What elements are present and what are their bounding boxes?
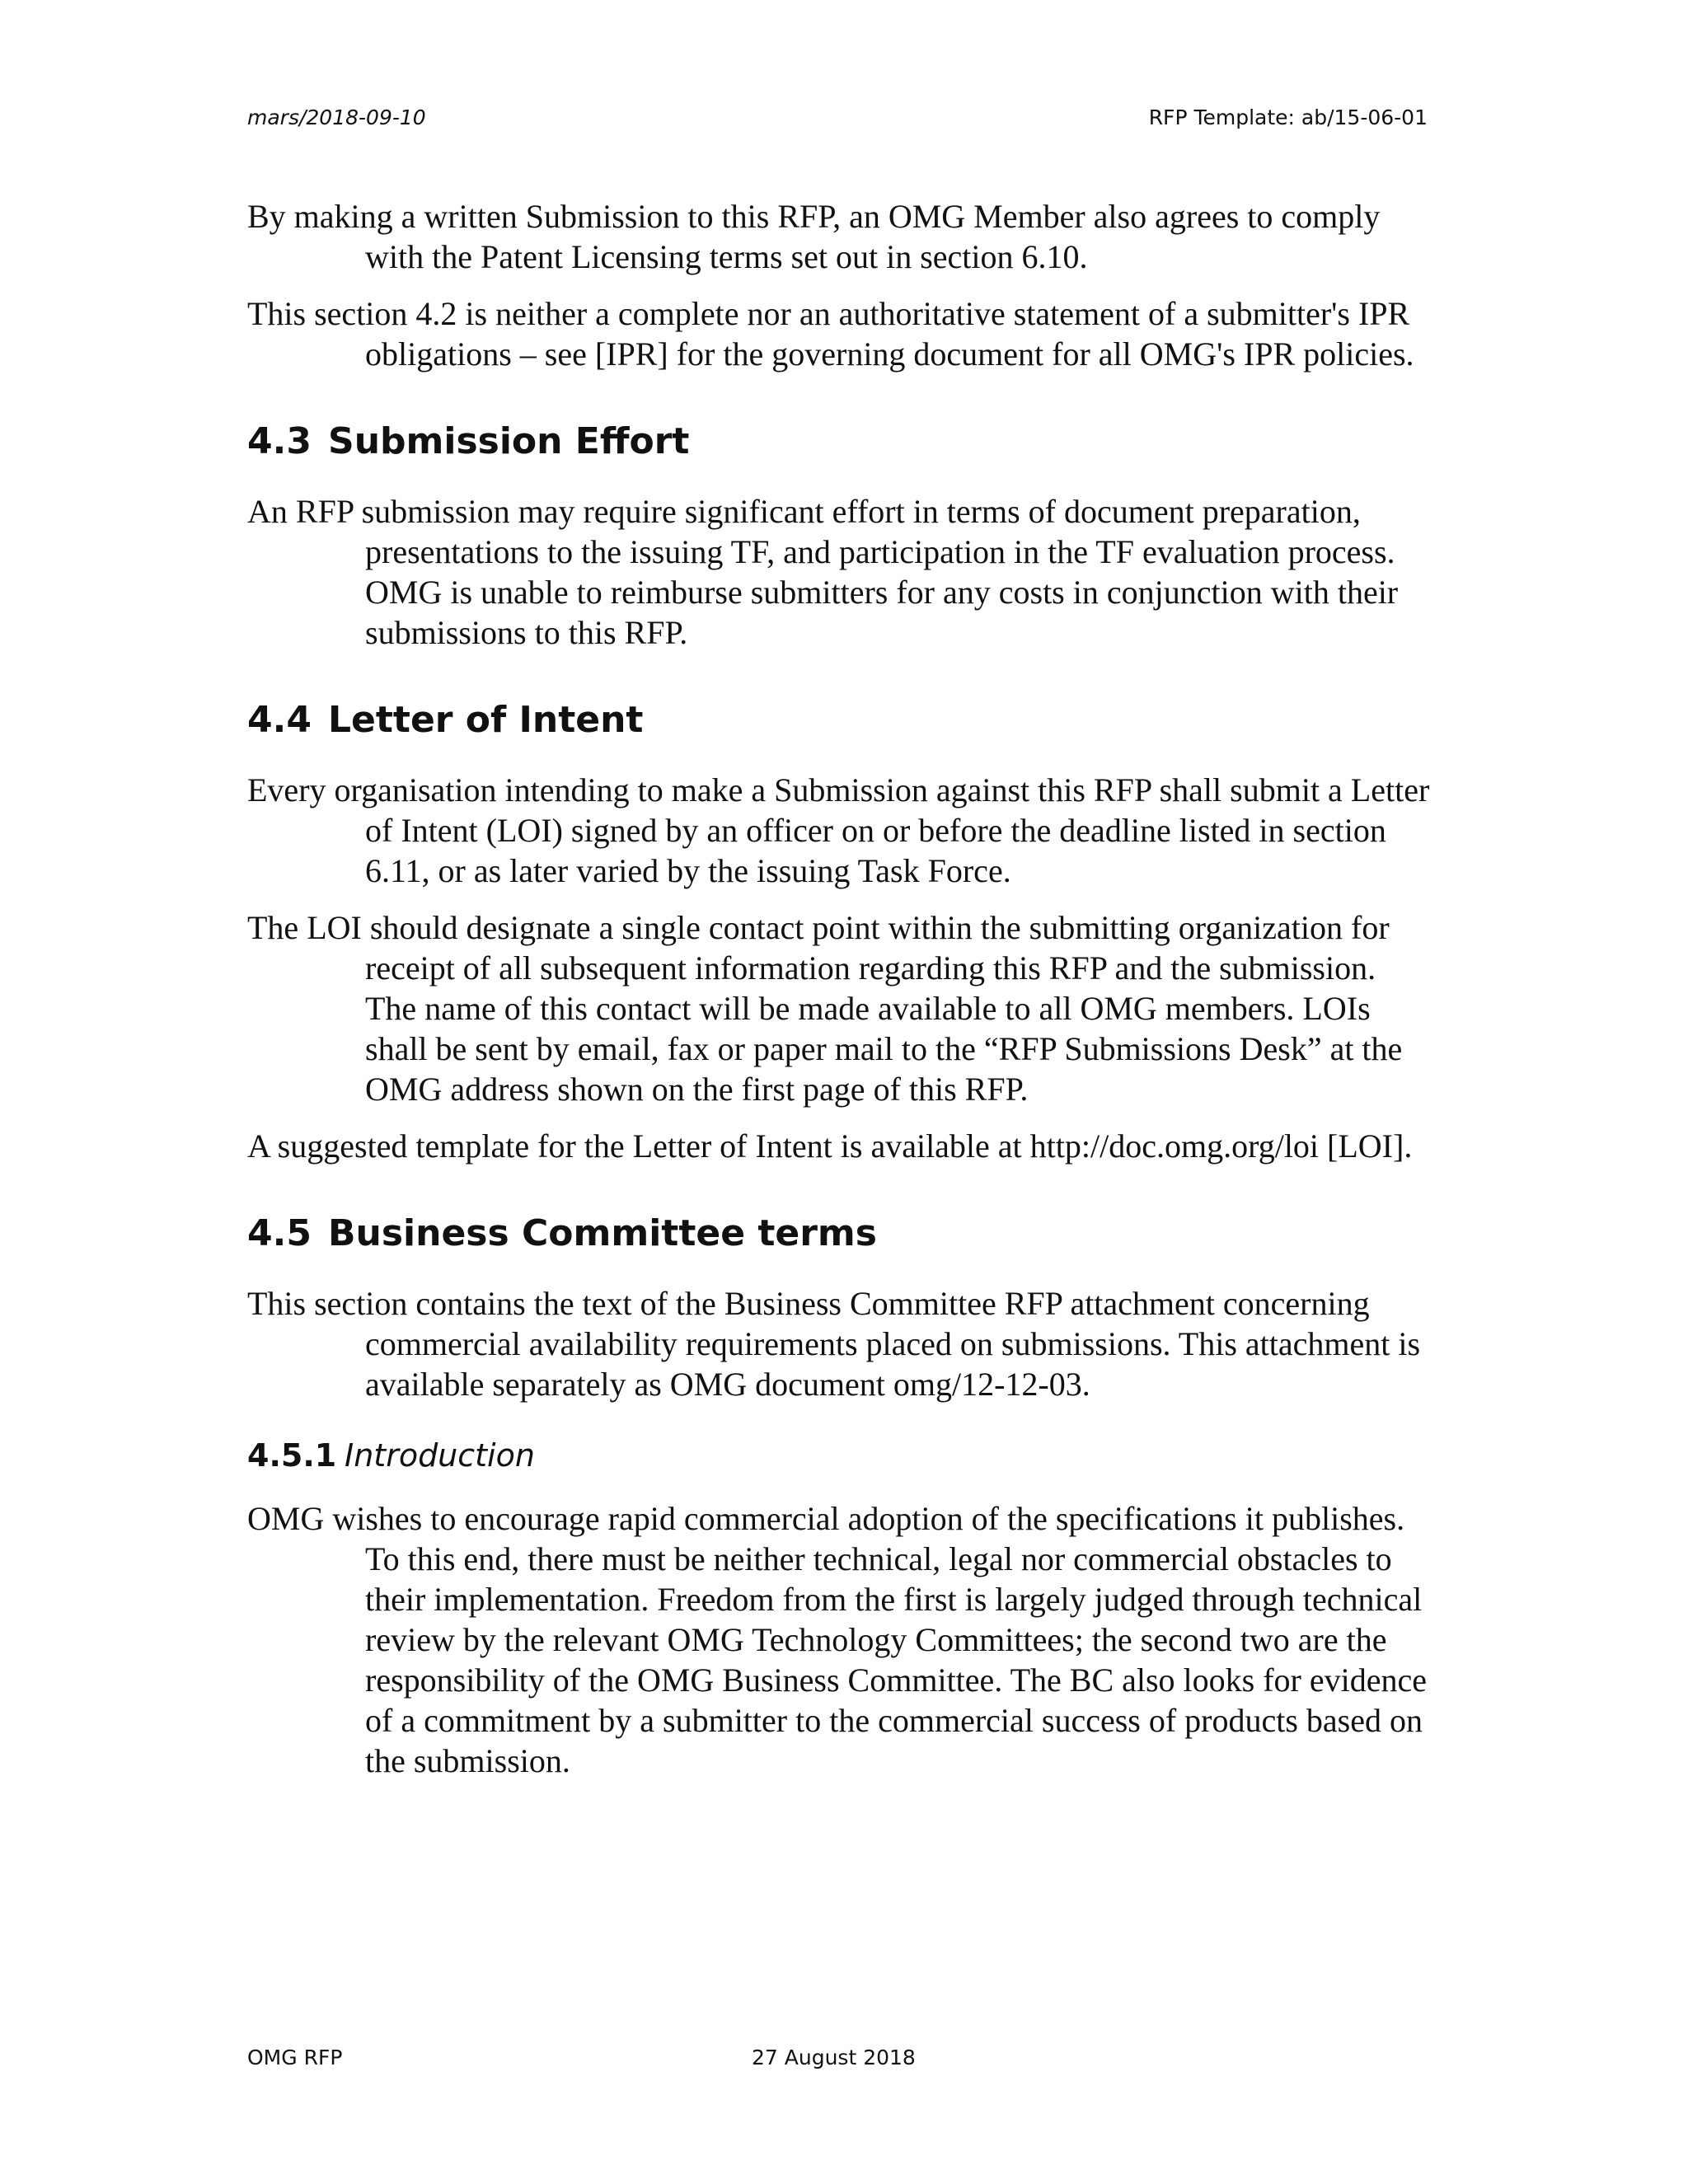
- paragraph: A suggested template for the Letter of Intent is available at http://doc.omg.org/loi [LOI].: [247, 1127, 1413, 1165]
- page-content: [247, 196, 1434, 1797]
- footer-document-type: OMG RFP: [247, 2046, 343, 2069]
- subsection-number: 4.5.1: [247, 1437, 337, 1474]
- subsection-heading-4-5-1: [247, 1436, 1434, 1475]
- section-number: 4.5: [247, 1212, 312, 1254]
- header-template-id: RFP Template: ab/15-06-01: [1148, 105, 1428, 129]
- section-number: 4.4: [247, 699, 312, 741]
- section-number: 4.3: [247, 420, 312, 462]
- section-title: Letter of Intent: [328, 699, 644, 741]
- section-heading-4-3: [247, 419, 1434, 465]
- paragraph: By making a written Submission to this RFP, an OMG Member also agrees to comply with the Patent Licensing terms set out in section 6.10.: [247, 198, 1381, 275]
- section-title: Business Committee terms: [328, 1212, 877, 1254]
- paragraph: OMG wishes to encourage rapid commercial adoption of the specifications it publishes. To this end, there must be neither technical, legal nor commercial obstacles to their implementation. Freedom from the first is largely judged through technical review by the relevant OMG Technology Committees; the second two are the responsibility of the OMG Business Committee. The BC also looks for evidence of a commitment by a submitter to the commercial success of products based on the submission.: [247, 1500, 1428, 1779]
- running-header: [247, 105, 1428, 129]
- header-document-id: mars/2018-09-10: [247, 105, 426, 129]
- footer-date: 27 August 2018: [752, 2046, 916, 2069]
- subsection-title: Introduction: [345, 1437, 535, 1474]
- paragraph: This section 4.2 is neither a complete nor an authoritative statement of a submitter's IPR obligations – see [IPR] for the governing document for all OMG's IPR policies.: [247, 295, 1414, 373]
- section-title: Submission Effort: [328, 420, 690, 462]
- section-heading-4-4: [247, 697, 1434, 743]
- paragraph: This section contains the text of the Business Committee RFP attachment concerning commercial availability requirements placed on submissions. This attachment is available separately as OMG document omg/12-12-03.: [247, 1285, 1421, 1403]
- section-heading-4-5: [247, 1211, 1434, 1257]
- paragraph: The LOI should designate a single contact point within the submitting organization for receipt of all subsequent information regarding this RFP and the submission. The name of this contact will be made available to all OMG members. LOIs shall be sent by email, fax or paper mail to the “RFP Submissions Desk” at the OMG address shown on the first page of this RFP.: [247, 909, 1403, 1108]
- paragraph: An RFP submission may require significant effort in terms of document preparation, presentations to the issuing TF, and participation in the TF evaluation process. OMG is unable to reimburse submitters for any costs in conjunction with their submissions to this RFP.: [247, 493, 1399, 651]
- paragraph: Every organisation intending to make a Submission against this RFP shall submit a Letter of Intent (LOI) signed by an officer on or before the deadline listed in section 6.11, or as later varied by the issuing Task Force.: [247, 771, 1430, 889]
